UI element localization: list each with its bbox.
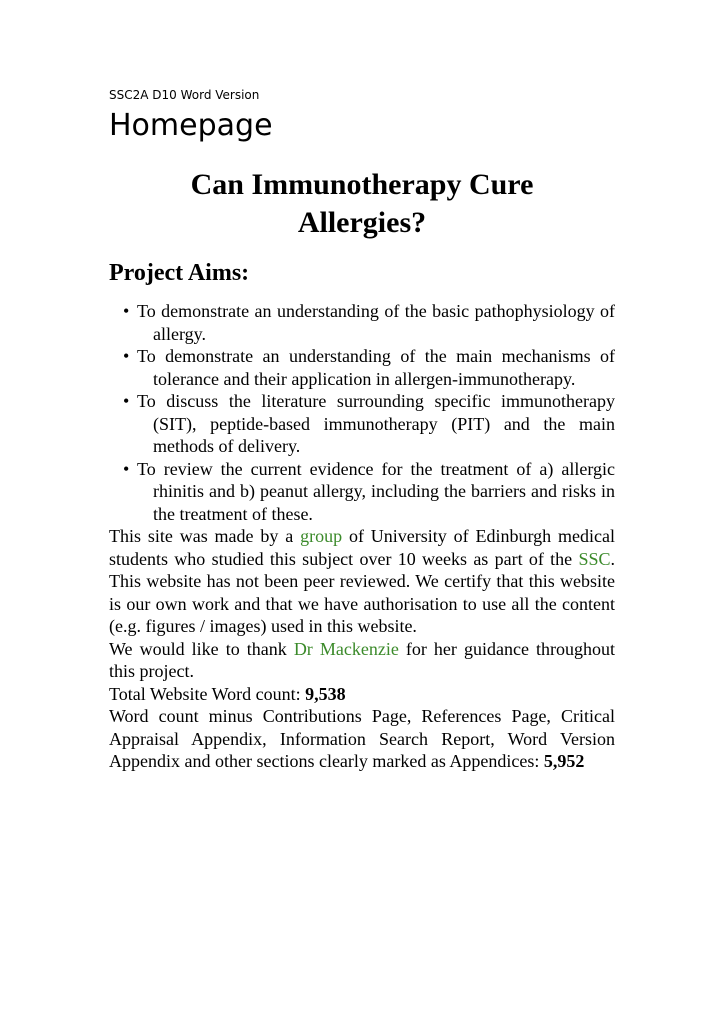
project-aims-heading: Project Aims: bbox=[109, 260, 250, 286]
aim-item-4 bbox=[109, 458, 615, 526]
bullet-icon: • bbox=[123, 458, 130, 479]
aim-item-3 bbox=[109, 390, 615, 458]
aim-text: To demonstrate an understanding of the main mechanisms of tolerance and their application in allergen-immunotherapy. bbox=[137, 346, 615, 389]
title-line-2: Allergies? bbox=[297, 206, 427, 239]
adjusted-word-count-label: Word count minus Contributions Page, References Page, Critical Appraisal Appendix, Information Search Report, Word Version Appendix and other sections clearly marked as Appendices: bbox=[109, 706, 615, 771]
aim-text: To discuss the literature surrounding specific immunotherapy (SIT), peptide-based immunotherapy (PIT) and the main methods of delivery. bbox=[137, 391, 615, 456]
credits-text-2: of University of Edinburgh medical students who studied this subject over 10 weeks as part of the bbox=[109, 526, 615, 569]
bullet-icon: • bbox=[123, 391, 130, 411]
thanks-paragraph bbox=[109, 638, 615, 683]
credits-text-1: This site was made by a bbox=[109, 526, 301, 546]
total-word-count bbox=[109, 683, 615, 706]
title-line-1: Can Immunotherapy Cure bbox=[190, 168, 534, 201]
credits-text-3: . This website has not been peer reviewed. We certify that this website is our own work and that we have authorisation to use all the content (e.g. figures / images) used in this website. bbox=[109, 548, 615, 636]
group-link[interactable]: group bbox=[300, 526, 343, 546]
bullet-icon: • bbox=[123, 301, 130, 321]
page-title bbox=[109, 166, 615, 242]
bullet-icon: • bbox=[123, 346, 130, 366]
project-aims-list bbox=[109, 300, 615, 525]
dr-mackenzie-link[interactable]: Dr Mackenzie bbox=[293, 638, 399, 659]
aim-text: To review the current evidence for the treatment of a) allergic rhinitis and b) peanut allergy, including the barriers and risks in the treatment of these. bbox=[137, 458, 615, 524]
total-word-count-label: Total Website Word count: bbox=[109, 683, 306, 704]
total-word-count-value: 9,538 bbox=[305, 683, 346, 704]
site-credits-paragraph bbox=[109, 525, 615, 638]
aim-text: To demonstrate an understanding of the basic pathophysiology of allergy. bbox=[137, 301, 615, 344]
thanks-text-1: We would like to thank bbox=[109, 638, 294, 659]
document-version-label: SSC2A D10 Word Version bbox=[109, 88, 260, 102]
adjusted-word-count-value: 5,952 bbox=[543, 751, 585, 771]
adjusted-word-count bbox=[109, 705, 615, 773]
thanks-text-2: for her guidance throughout this project. bbox=[109, 638, 615, 681]
aim-item-1 bbox=[109, 300, 615, 345]
ssc-link[interactable]: SSC bbox=[578, 548, 611, 569]
aim-item-2 bbox=[109, 345, 615, 390]
page-heading: Homepage bbox=[109, 108, 273, 143]
document-page bbox=[109, 86, 615, 773]
